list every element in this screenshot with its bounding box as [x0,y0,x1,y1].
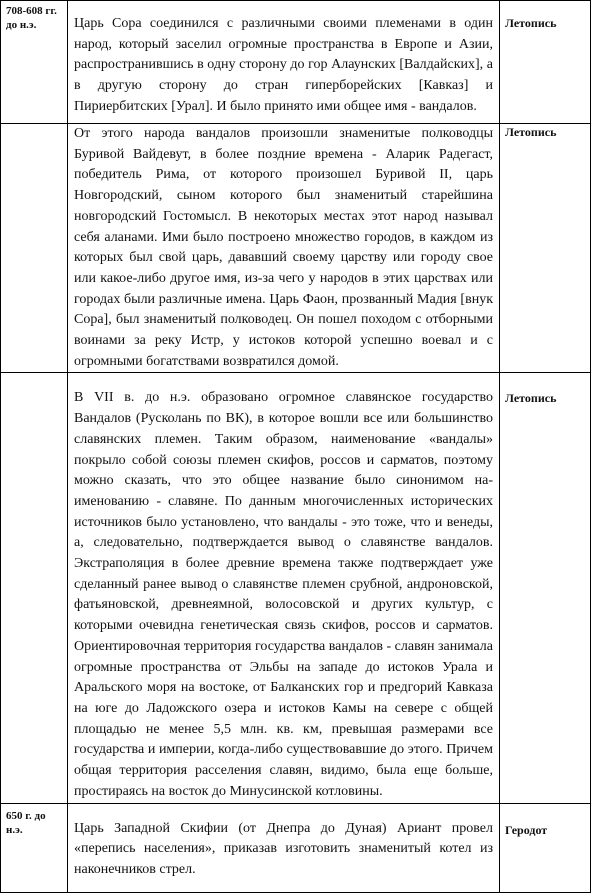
event-text: Царь Западной Скифии (от Днепра до Дуная) Ариант провел «перепись населения», приказав изготовить знаменитый котел из наконечников стрел. [74,820,493,877]
date-text: 708-608 гг. до н.э. [6,5,57,31]
source-cell [500,1,591,124]
date-cell [1,373,68,803]
date-text [1,373,67,376]
source-text: Летопись [505,125,557,139]
source-text: Летопись [505,391,557,406]
source-cell [500,373,591,803]
event-cell [68,803,500,892]
table-row [1,124,591,373]
event-text: От этого народа вандалов произошли знаменитые полководцы Буривой Вайдевут, в более поздние времена - Аларик Радегаст, победитель Рима, от которого произошел Буривой II, царь Новгородский, сыном которого был знаменитый старейшина новгородский Гостомысл. В некоторых местах этот народ называл себя аланами. Ими было построено множество городов, в каждом из которых был свой царь, дававший своему царству или городу свое или какое-либо другое имя, из-за чего у народов в этих царствах или городах были различные имена. Царь Фаон, прозванный Мадия [внук Сора], был знаменитый полководец. Он пошел походом с отборными воинами за реку Истр, у истоков которой успешно воевал и с огромными богатствами возвратился домой. [74,126,493,369]
table-row [1,803,591,892]
date-cell [1,803,68,892]
table-row [1,1,591,124]
date-cell [1,1,68,124]
event-text: В VII в. до н.э. образовано огромное славянское государство Вандалов (Русколань по ВК), в которое вошли все или большинство славянских племен. Таким образом, наименование «вандалы» покрыло собой союзы племен скифов, россов и сарматов, поэтому можно сказать, что это общее название было синонимом наименованию - славяне. По данным многочисленных исторических источников было установлено, что вандалы - это тоже, что и венеды, а, следовательно, подтверждается вывод о славянстве вандалов. Экстраполяция в более древние времена также подтверждает уже сделанный ранее вывод о славянстве племен срубной, андроновской, фатьяновской, древнеямной, волосовской и других культур, с которыми очевидна генетическая связь скифов, россов и сарматов. Ориентировочная территория государства вандалов - славян занимала огромные пространства от Эльбы на западе до истоков Урала и Аральского моря на востоке, от Балканских гор и предгорий Кавказа на юге до Ладожского озера и истоков Камы на севере с общей площадью не менее 5,5 млн. кв. км, превышая размерами все государства и империи, когда-либо существовавшие до этого. Причем общая территория расселения славян, видимо, была еще больше, простираясь на восток до Минусинской котловины. [74,390,493,799]
source-text: Летопись [505,16,557,30]
event-cell [68,1,500,124]
date-text [1,124,67,127]
date-text: 650 г. до н.э. [6,809,46,836]
source-text: Геродот [505,822,548,837]
source-cell [500,124,591,373]
event-cell [68,124,500,373]
date-cell [1,124,68,373]
event-text: Царь Сора соединился с различными своими племенами в один народ, который заселил огромные пространства в Европе и Азии, распространившись в одну сторону до гор Алаунских [Валдайских], а в другую сторону до стран гиперборейских [Кавказ] и Пириербитских [Урал]. И было принято ими общее имя - вандалов. [74,16,493,114]
source-cell [500,803,591,892]
event-cell [68,373,500,803]
table-row [1,373,591,803]
